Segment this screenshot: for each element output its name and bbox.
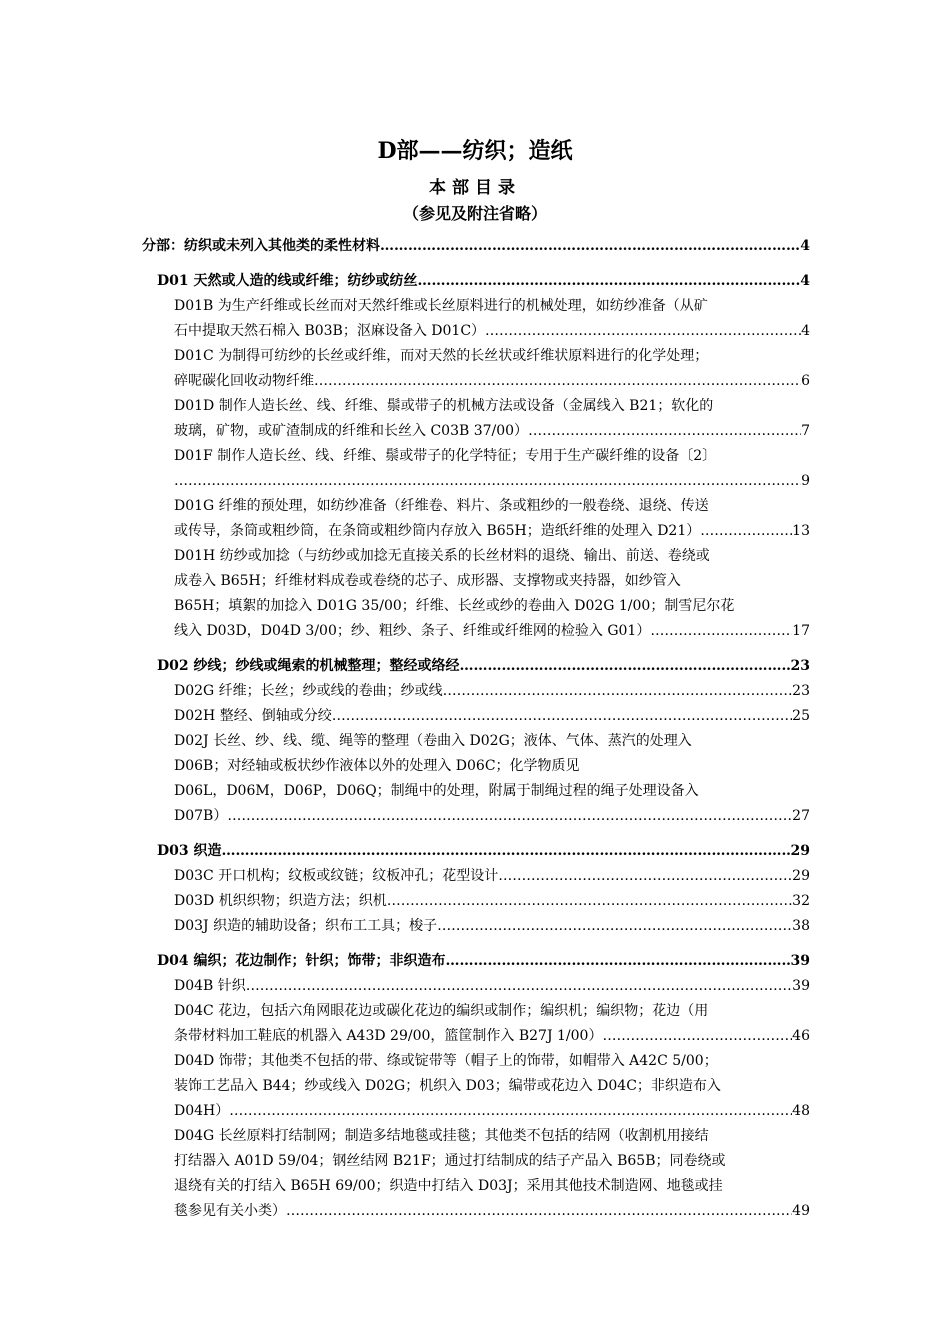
toc-leader xyxy=(229,1099,792,1124)
toc-subclass-text: 碎呢碳化回收动物纤维 xyxy=(174,373,314,389)
toc-subclass-line[interactable] xyxy=(174,344,810,369)
toc-subclass-line[interactable] xyxy=(174,1049,810,1074)
toc-class-entry[interactable] xyxy=(157,269,810,294)
toc-subclass-text: D02J 长丝、纱、线、缆、绳等的整理（卷曲入 D02G；液体、气体、蒸汽的处理入 xyxy=(174,733,692,749)
toc-page-number: 46 xyxy=(792,1028,810,1044)
toc-leader xyxy=(418,269,801,294)
toc-subclass-text: 线入 D03D，D04D 3/00；纱、粗纱、条子、纤维或纤维网的检验入 G01） xyxy=(174,623,651,639)
toc-page-number: 27 xyxy=(792,808,810,824)
toc-subclass-line[interactable] xyxy=(174,444,810,469)
toc-leader xyxy=(246,974,792,999)
table-of-contents xyxy=(0,234,950,1224)
toc-subclass-line[interactable] xyxy=(174,999,810,1024)
toc-subclass-text: 玻璃，矿物，或矿渣制成的纤维和长丝入 C03B 37/00） xyxy=(174,423,529,439)
toc-subclass-line[interactable] xyxy=(174,864,810,889)
toc-page-number: 17 xyxy=(792,623,810,639)
toc-leader xyxy=(498,864,792,889)
toc-page-number: 25 xyxy=(792,708,810,724)
toc-subclass-line[interactable] xyxy=(174,1124,810,1149)
toc-subclass-line[interactable] xyxy=(174,569,810,594)
contents-note: （参见及附注省略） xyxy=(402,204,547,223)
toc-subclass-line[interactable] xyxy=(174,1074,810,1099)
toc-subclass-line[interactable] xyxy=(174,679,810,704)
toc-subclass-text: B65H；填絮的加捻入 D01G 35/00；纤维、长丝或纱的卷曲入 D02G 1/00；制雪尼尔花 xyxy=(174,598,735,614)
toc-leader xyxy=(485,319,801,344)
toc-class-entry[interactable] xyxy=(157,839,810,864)
toc-subclass-line[interactable] xyxy=(174,394,810,419)
toc-page-number: 32 xyxy=(792,893,810,909)
toc-subclass-text: 打结器入 A01D 59/04；钢丝结网 B21F；通过打结制成的结子产品入 B65B；同卷绕或 xyxy=(174,1153,726,1169)
toc-page-number: 4 xyxy=(800,273,810,289)
toc-class-text: D01 天然或人造的线或纤维；纺纱或纺丝 xyxy=(157,273,418,289)
toc-page-number: 39 xyxy=(792,978,810,994)
toc-leader xyxy=(650,619,792,644)
toc-page-number: 29 xyxy=(792,868,810,884)
toc-leader xyxy=(380,234,800,259)
toc-subclass-text: D06L，D06M，D06P，D06Q；制绳中的处理，附属于制绳过程的绳子处理设备入 xyxy=(174,783,699,799)
toc-subclass-line[interactable] xyxy=(174,519,810,544)
toc-subclass-text: 条带材料加工鞋底的机器入 A43D 29/00，篮筐制作入 B27J 1/00） xyxy=(174,1028,603,1044)
toc-subclass-text: D01H 纺纱或加捻（与纺纱或加捻无直接关系的长丝材料的退绕、输出、前送、卷绕或 xyxy=(174,548,710,564)
toc-leader xyxy=(174,469,801,494)
toc-subclass-text: D01D 制作人造长丝、线、纤维、鬃或带子的机械方法或设备（金属线入 B21；软化的 xyxy=(174,398,714,414)
toc-subclass-text: D04B 针织 xyxy=(174,978,246,994)
toc-subclass-line[interactable] xyxy=(174,779,810,804)
toc-leader xyxy=(227,804,792,829)
toc-page-number: 39 xyxy=(790,953,810,969)
toc-subclass-line[interactable] xyxy=(174,369,810,394)
toc-subclass-line[interactable] xyxy=(174,889,810,914)
toc-subclass-line[interactable] xyxy=(174,294,810,319)
toc-subclass-text: D07B） xyxy=(174,808,228,824)
toc-class-text: D04 编织；花边制作；针织；饰带；非织造布 xyxy=(157,953,446,969)
toc-subclass-text: D04H） xyxy=(174,1103,230,1119)
toc-page-number: 49 xyxy=(792,1203,810,1219)
section-title: D部——纺织；造纸 xyxy=(377,138,573,164)
toc-subclass-text: D03J 织造的辅助设备；织布工工具；梭子 xyxy=(174,918,438,934)
toc-subclass-line[interactable] xyxy=(174,1174,810,1199)
toc-leader xyxy=(286,1199,792,1224)
toc-leader xyxy=(443,679,793,704)
toc-subclass-line[interactable] xyxy=(174,1149,810,1174)
toc-subclass-text: 退绕有关的打结入 B65H 69/00；织造中打结入 D03J；采用其他技术制造网、地毯或挂 xyxy=(174,1178,723,1194)
toc-subclass-text: 石中提取天然石棉入 B03B；沤麻设备入 D01C） xyxy=(174,323,486,339)
toc-subclass-text: 装饰工艺品入 B44；纱或线入 D02G；机织入 D03；编带或花边入 D04C；非织造布入 xyxy=(174,1078,721,1094)
toc-part-entry[interactable] xyxy=(142,234,810,259)
toc-subclass-line[interactable] xyxy=(174,469,810,494)
toc-page-number: 7 xyxy=(801,423,810,439)
toc-subclass-text: D01B 为生产纤维或长丝而对天然纤维或长丝原料进行的机械处理，如纺纱准备（从矿 xyxy=(174,298,708,314)
toc-class-entry[interactable] xyxy=(157,654,810,679)
toc-subclass-line[interactable] xyxy=(174,729,810,754)
toc-subclass-line[interactable] xyxy=(174,419,810,444)
toc-subclass-text: D01G 纤维的预处理，如纺纱准备（纤维卷、料片、条或粗纱的一般卷绕、退绕、传送 xyxy=(174,498,709,514)
toc-subclass-line[interactable] xyxy=(174,804,810,829)
toc-page-number: 48 xyxy=(792,1103,810,1119)
toc-subclass-line[interactable] xyxy=(174,754,810,779)
toc-leader xyxy=(528,419,801,444)
toc-subclass-line[interactable] xyxy=(174,1199,810,1224)
toc-subclass-text: D01C 为制得可纺纱的长丝或纤维，而对天然的长丝状或纤维状原料进行的化学处理； xyxy=(174,348,709,364)
toc-subclass-text: D04D 饰带；其他类不包括的带、绦或锭带等（帽子上的饰带，如帽带入 A42C 5/00； xyxy=(174,1053,718,1069)
toc-subclass-line[interactable] xyxy=(174,619,810,644)
toc-page-number: 4 xyxy=(800,238,810,254)
toc-subclass-line[interactable] xyxy=(174,544,810,569)
toc-subclass-text: 或传导，条筒或粗纱筒，在条筒或粗纱筒内存放入 B65H；造纸纤维的处理入 D21） xyxy=(174,523,701,539)
toc-subclass-text: D02G 纤维；长丝；纱或线的卷曲；纱或线 xyxy=(174,683,443,699)
toc-page-number: 23 xyxy=(792,683,810,699)
toc-page-number: 9 xyxy=(801,473,810,489)
toc-leader xyxy=(700,519,792,544)
toc-leader xyxy=(387,889,792,914)
toc-leader xyxy=(332,704,792,729)
toc-subclass-text: 毯参见有关小类） xyxy=(174,1203,286,1219)
toc-subclass-text: D02H 整经、倒轴或分绞 xyxy=(174,708,332,724)
toc-subclass-line[interactable] xyxy=(174,1024,810,1049)
toc-page-number: 13 xyxy=(792,523,810,539)
toc-subclass-line[interactable] xyxy=(174,974,810,999)
toc-page-number: 6 xyxy=(801,373,810,389)
toc-leader xyxy=(314,369,801,394)
toc-class-entry[interactable] xyxy=(157,949,810,974)
toc-subclass-line[interactable] xyxy=(174,914,810,939)
contents-heading: 本部目录 xyxy=(429,178,521,198)
toc-subclass-line[interactable] xyxy=(174,594,810,619)
toc-leader xyxy=(437,914,792,939)
toc-part-text: 分部：纺织或未列入其他类的柔性材料 xyxy=(142,238,380,254)
toc-subclass-line[interactable] xyxy=(174,1099,810,1124)
toc-subclass-text: D06B；对经轴或板状纱作液体以外的处理入 D06C；化学物质见 xyxy=(174,758,580,774)
toc-subclass-text: D01F 制作人造长丝、线、纤维、鬃或带子的化学特征；专用于生产碳纤维的设备〔2〕 xyxy=(174,448,717,464)
toc-subclass-line[interactable] xyxy=(174,319,810,344)
toc-leader xyxy=(602,1024,792,1049)
toc-leader xyxy=(460,654,791,679)
toc-subclass-text: D04C 花边，包括六角网眼花边或碳化花边的编织或制作；编织机；编织物；花边（用 xyxy=(174,1003,709,1019)
toc-leader xyxy=(222,839,791,864)
toc-class-text: D03 织造 xyxy=(157,843,222,859)
toc-page-number: 29 xyxy=(790,843,810,859)
toc-subclass-text: D04G 长丝原料打结制网；制造多结地毯或挂毯；其他类不包括的结网（收割机用接结 xyxy=(174,1128,709,1144)
toc-class-text: D02 纱线；纱线或绳索的机械整理；整经或络经 xyxy=(157,658,460,674)
toc-leader xyxy=(446,949,791,974)
toc-subclass-line[interactable] xyxy=(174,704,810,729)
toc-page-number: 38 xyxy=(792,918,810,934)
toc-page-number: 23 xyxy=(790,658,810,674)
toc-subclass-line[interactable] xyxy=(174,494,810,519)
toc-subclass-text: 成卷入 B65H；纤维材料成卷或卷绕的芯子、成形器、支撑物或夹持器，如纱管入 xyxy=(174,573,681,589)
toc-subclass-text: D03C 开口机构；纹板或纹链；纹板冲孔；花型设计 xyxy=(174,868,499,884)
toc-subclass-text: D03D 机织织物；织造方法；织机 xyxy=(174,893,387,909)
toc-page-number: 4 xyxy=(801,323,810,339)
